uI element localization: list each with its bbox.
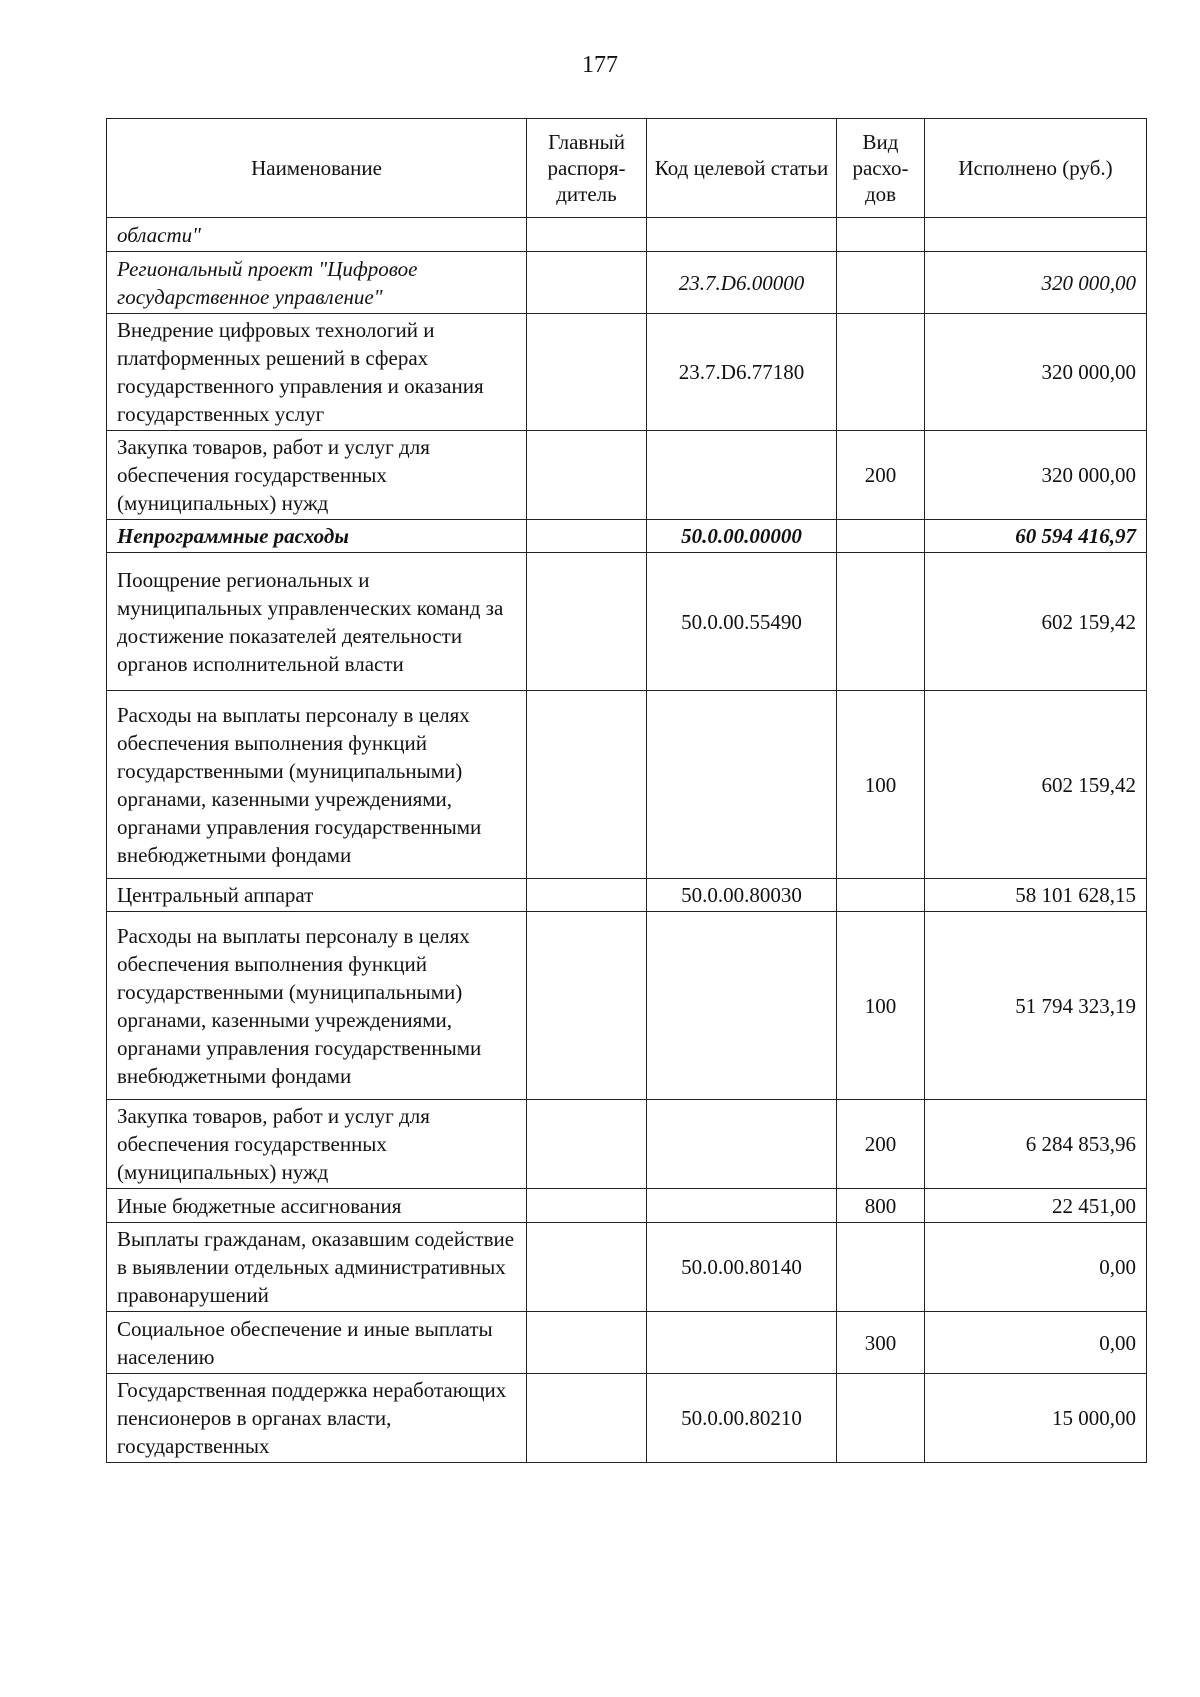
cell-target-code: 23.7.D6.00000 (647, 252, 837, 314)
cell-target-code (647, 1189, 837, 1223)
cell-expense-type: 200 (837, 431, 925, 520)
cell-expense-type (837, 1223, 925, 1312)
cell-expense-type (837, 520, 925, 553)
cell-target-code (647, 691, 837, 879)
table-row (107, 1100, 1147, 1189)
header-name: Наименование (107, 119, 527, 218)
cell-name: Закупка товаров, работ и услуг для обеспечения государственных (муниципальных) нужд (107, 1100, 527, 1189)
cell-name: Иные бюджетные ассигнования (107, 1189, 527, 1223)
table-row (107, 252, 1147, 314)
table-row (107, 218, 1147, 252)
table-body (107, 218, 1147, 1463)
table-row (107, 1312, 1147, 1374)
cell-name: Расходы на выплаты персоналу в целях обеспечения выполнения функций государственными (муниципальными) органами, казенными учреждениями, органами управления государственными внебюджетными фондами (107, 691, 527, 879)
cell-expense-type: 100 (837, 912, 925, 1100)
page-number: 177 (582, 52, 618, 78)
header-target-code: Код целевой статьи (647, 119, 837, 218)
cell-expense-type (837, 1374, 925, 1463)
table-row (107, 912, 1147, 1100)
cell-executed: 51 794 323,19 (925, 912, 1147, 1100)
cell-main-manager (527, 1223, 647, 1312)
cell-name: Центральный аппарат (107, 879, 527, 912)
header-main-manager: Главный распоря-дитель (527, 119, 647, 218)
cell-executed: 320 000,00 (925, 431, 1147, 520)
cell-executed: 60 594 416,97 (925, 520, 1147, 553)
cell-name: Непрограммные расходы (107, 520, 527, 553)
table-row (107, 520, 1147, 553)
cell-name: Социальное обеспечение и иные выплаты населению (107, 1312, 527, 1374)
cell-expense-type: 300 (837, 1312, 925, 1374)
cell-expense-type: 800 (837, 1189, 925, 1223)
cell-expense-type: 200 (837, 1100, 925, 1189)
cell-target-code: 50.0.00.80210 (647, 1374, 837, 1463)
cell-target-code (647, 218, 837, 252)
cell-main-manager (527, 252, 647, 314)
cell-main-manager (527, 553, 647, 691)
cell-name: Поощрение региональных и муниципальных управленческих команд за достижение показателей деятельности органов исполнительной власти (107, 553, 527, 691)
table-row (107, 314, 1147, 431)
cell-name: Региональный проект "Цифровое государственное управление" (107, 252, 527, 314)
cell-expense-type (837, 553, 925, 691)
table-row (107, 553, 1147, 691)
cell-expense-type (837, 218, 925, 252)
table-row (107, 879, 1147, 912)
cell-executed: 320 000,00 (925, 314, 1147, 431)
cell-main-manager (527, 912, 647, 1100)
cell-expense-type (837, 879, 925, 912)
cell-main-manager (527, 314, 647, 431)
cell-main-manager (527, 218, 647, 252)
cell-executed: 15 000,00 (925, 1374, 1147, 1463)
cell-target-code (647, 1312, 837, 1374)
cell-target-code: 50.0.00.80030 (647, 879, 837, 912)
cell-main-manager (527, 691, 647, 879)
cell-executed: 602 159,42 (925, 553, 1147, 691)
cell-target-code (647, 912, 837, 1100)
cell-executed: 320 000,00 (925, 252, 1147, 314)
cell-main-manager (527, 879, 647, 912)
cell-executed: 22 451,00 (925, 1189, 1147, 1223)
cell-main-manager (527, 520, 647, 553)
budget-table (106, 118, 1147, 1463)
cell-executed: 602 159,42 (925, 691, 1147, 879)
cell-name: области" (107, 218, 527, 252)
cell-name: Выплаты гражданам, оказавшим содействие в выявлении отдельных административных правонарушений (107, 1223, 527, 1312)
cell-expense-type: 100 (837, 691, 925, 879)
cell-target-code (647, 431, 837, 520)
cell-main-manager (527, 1189, 647, 1223)
cell-main-manager (527, 1312, 647, 1374)
cell-executed: 6 284 853,96 (925, 1100, 1147, 1189)
cell-name: Государственная поддержка неработающих пенсионеров в органах власти, государственных (107, 1374, 527, 1463)
header-expense-type: Вид расхо-дов (837, 119, 925, 218)
cell-name: Закупка товаров, работ и услуг для обеспечения государственных (муниципальных) нужд (107, 431, 527, 520)
table-row (107, 1374, 1147, 1463)
cell-expense-type (837, 314, 925, 431)
cell-name: Расходы на выплаты персоналу в целях обеспечения выполнения функций государственными (муниципальными) органами, казенными учреждениями, органами управления государственными внебюджетными фондами (107, 912, 527, 1100)
table-row (107, 691, 1147, 879)
cell-target-code: 50.0.00.55490 (647, 553, 837, 691)
table-row (107, 1223, 1147, 1312)
cell-name: Внедрение цифровых технологий и платформенных решений в сферах государственного управления и оказания государственных услуг (107, 314, 527, 431)
cell-main-manager (527, 431, 647, 520)
table-row (107, 431, 1147, 520)
header-executed: Исполнено (руб.) (925, 119, 1147, 218)
cell-main-manager (527, 1374, 647, 1463)
table-header-row (107, 119, 1147, 218)
cell-target-code: 50.0.00.80140 (647, 1223, 837, 1312)
cell-main-manager (527, 1100, 647, 1189)
cell-target-code: 50.0.00.00000 (647, 520, 837, 553)
cell-executed: 0,00 (925, 1312, 1147, 1374)
cell-target-code (647, 1100, 837, 1189)
cell-executed: 58 101 628,15 (925, 879, 1147, 912)
cell-expense-type (837, 252, 925, 314)
table-row (107, 1189, 1147, 1223)
cell-target-code: 23.7.D6.77180 (647, 314, 837, 431)
cell-executed: 0,00 (925, 1223, 1147, 1312)
cell-executed (925, 218, 1147, 252)
